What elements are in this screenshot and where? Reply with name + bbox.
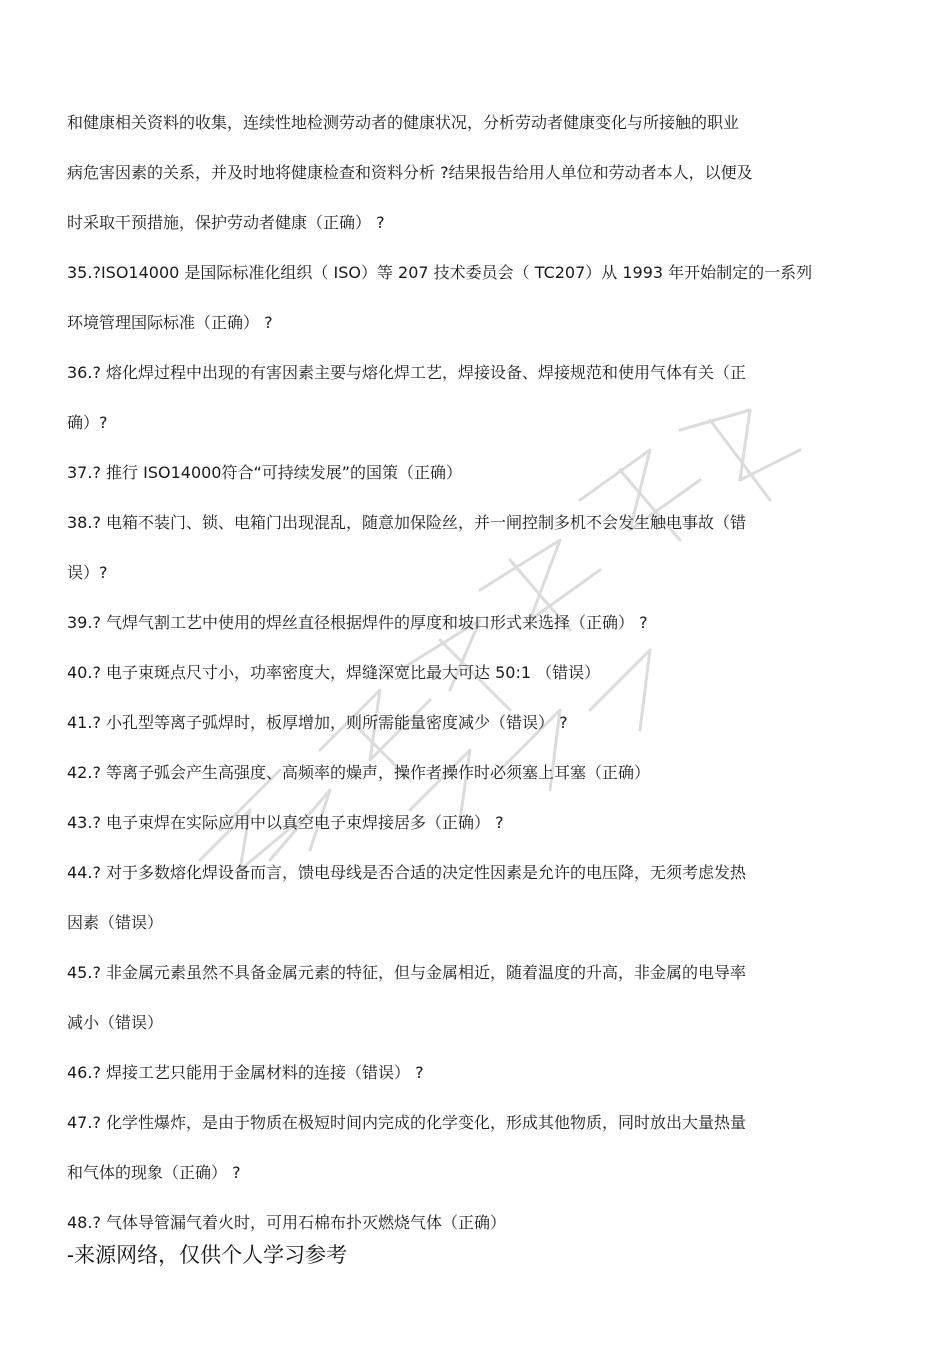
text-line: 和健康相关资料的收集，连续性地检测劳动者的健康状况，分析劳动者健康变化与所接触的职业 [67,113,740,132]
text-line: 43.? 电子束焊在实际应用中以真空电子束焊接居多（正确） ? [67,813,504,832]
text-line: 39.? 气焊气割工艺中使用的焊丝直径根据焊件的厚度和坡口形式来选择（正确） ? [67,613,648,632]
text-line: 35.?ISO14000 是国际标准化组织（ ISO）等 207 技术委员会（ TC207）从 1993 年开始制定的一系列 [67,263,813,282]
text-line: 和气体的现象（正确） ? [67,1163,241,1182]
question-list [67,108,887,1258]
text-line: 时采取干预措施，保护劳动者健康（正确） ? [67,213,385,232]
text-line: 确）? [67,413,108,432]
text-line: 36.? 熔化焊过程中出现的有害因素主要与熔化焊工艺，焊接设备、焊接规范和使用气体有关（正 [67,363,747,382]
text-line: 因素（错误） [67,913,164,932]
text-line: 42.? 等离子弧会产生高强度、高频率的燥声，操作者操作时必须塞上耳塞（正确） [67,763,651,782]
text-line: 40.? 电子束斑点尺寸小，功率密度大，焊缝深宽比最大可达 50:1 （错误） [67,663,601,682]
text-line: 44.? 对于多数熔化焊设备而言，馈电母线是否合适的决定性因素是允许的电压降，无须考虑发热 [67,863,747,882]
text-line: 病危害因素的关系，并及时地将健康检查和资料分析 ?结果报告给用人单位和劳动者本人，以便及 [67,163,753,182]
text-line: 减小（错误） [67,1013,164,1032]
text-line: 46.? 焊接工艺只能用于金属材料的连接（错误） ? [67,1063,424,1082]
text-line: 误）? [67,563,108,582]
text-line: 48.? 气体导管漏气着火时，可用石棉布扑灭燃烧气体（正确） [67,1213,507,1232]
text-line: 环境管理国际标准（正确） ? [67,313,273,332]
text-line: 41.? 小孔型等离子弧焊时，板厚增加，则所需能量密度减少（错误） ? [67,713,568,732]
source-footer: -来源网络，仅供个人学习参考 [67,1243,348,1267]
text-line: 38.? 电箱不装门、锁、电箱门出现混乱，随意加保险丝，并一闸控制多机不会发生触电事故（错 [67,513,747,532]
text-line: 47.? 化学性爆炸，是由于物质在极短时间内完成的化学变化，形成其他物质，同时放出大量热量 [67,1113,747,1132]
text-line: 45.? 非金属元素虽然不具备金属元素的特征，但与金属相近，随着温度的升高，非金属的电导率 [67,963,747,982]
text-line: 37.? 推行 ISO14000符合“可持续发展”的国策（正确） [67,463,463,482]
